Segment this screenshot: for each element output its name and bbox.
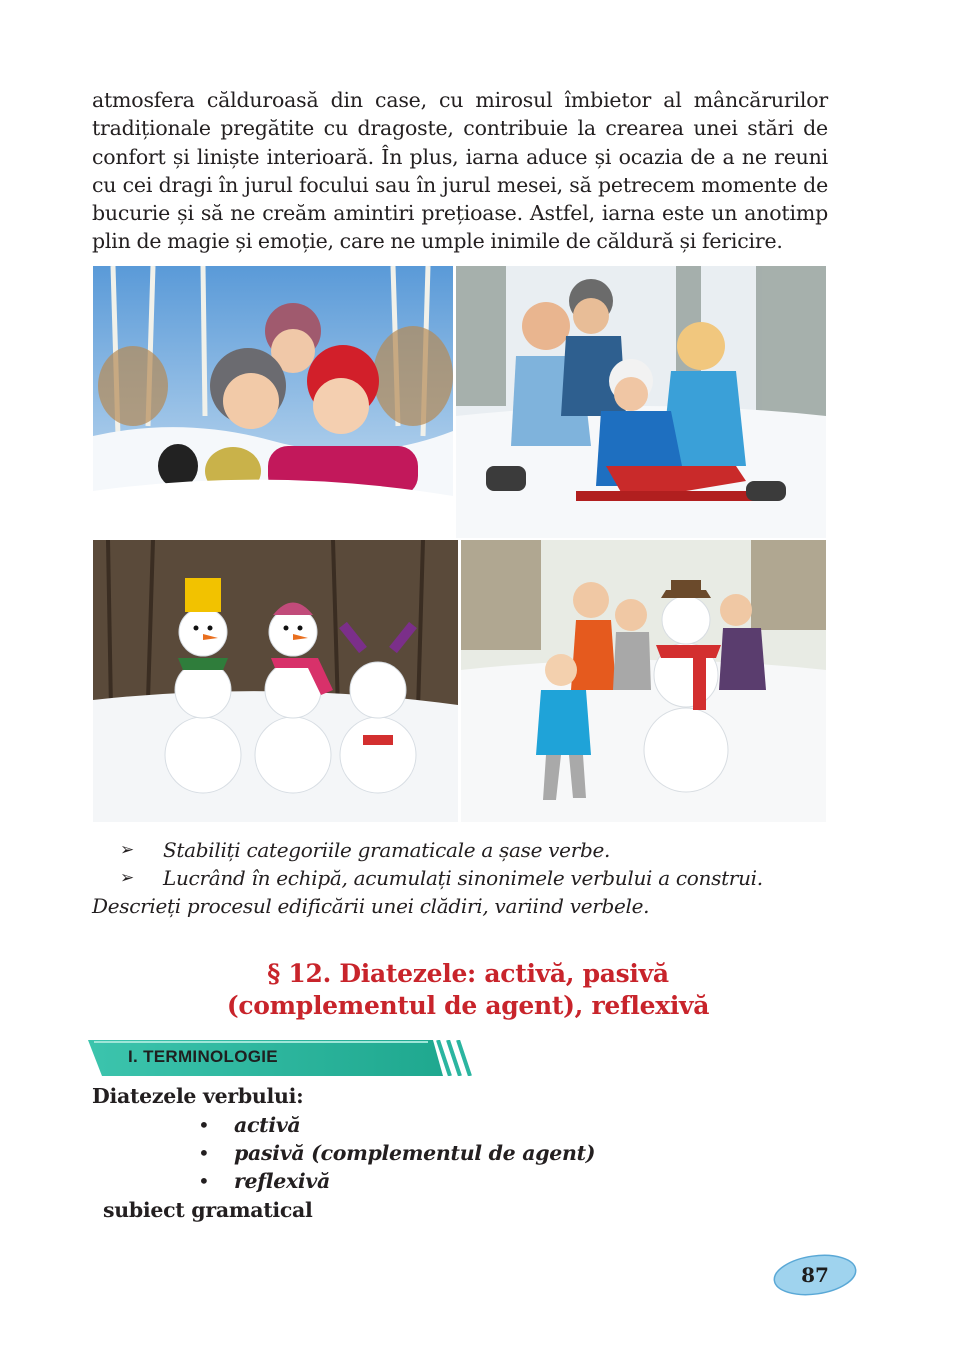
section-title-line-2: (complementul de agent), reflexivă	[226, 991, 710, 1020]
task-item-3: Descrieți procesul edificării unei clădiri, variind verbele.	[92, 894, 650, 918]
bullet-icon: •	[198, 1113, 210, 1137]
terminology-banner-label: I. TERMINOLOGIE	[128, 1047, 278, 1066]
intro-paragraph: atmosfera călduroasă din case, cu mirosul îmbietor al mâncărurilor tradiționale pregătite cu dragoste, contribuie la crearea unei stări de confort și liniște interioară. În plus, iarna aduce și ocazia de a ne reuni cu cei dragi în jurul focului sau în jurul mesei, să petrecem momente de bucurie și să ne creăm amintiri prețioase. Astfel, iarna este un anotimp plin de magie și emoție, care ne umple inimile de căldură și fericire.	[92, 88, 828, 254]
bullet-icon: •	[198, 1169, 210, 1193]
terminology-item-passive: pasivă (complementul de agent)	[234, 1141, 596, 1165]
section-title-line-1: § 12. Diatezele: activă, pasivă	[267, 959, 669, 988]
task-item-2: Lucrând în echipă, acumulați sinonimele verbului a construi.	[163, 866, 763, 890]
terminology-item-reflexive: reflexivă	[234, 1169, 330, 1193]
terminology-heading: Diatezele verbului:	[92, 1084, 304, 1108]
task-bullet-icon: ➢	[120, 840, 134, 860]
terminology-extra-term: subiect gramatical	[103, 1198, 313, 1222]
photo-three-snowmen	[93, 540, 458, 822]
bullet-icon: •	[198, 1141, 210, 1165]
task-item-1: Stabiliți categoriile gramaticale a șase verbe.	[163, 838, 611, 862]
photo-kids-in-snow	[93, 266, 453, 538]
terminology-item-active: activă	[234, 1113, 301, 1137]
photo-family-on-sled	[456, 266, 826, 538]
photo-kids-with-snowman	[461, 540, 826, 822]
page-number: 87	[801, 1263, 829, 1287]
task-bullet-icon: ➢	[120, 868, 134, 888]
